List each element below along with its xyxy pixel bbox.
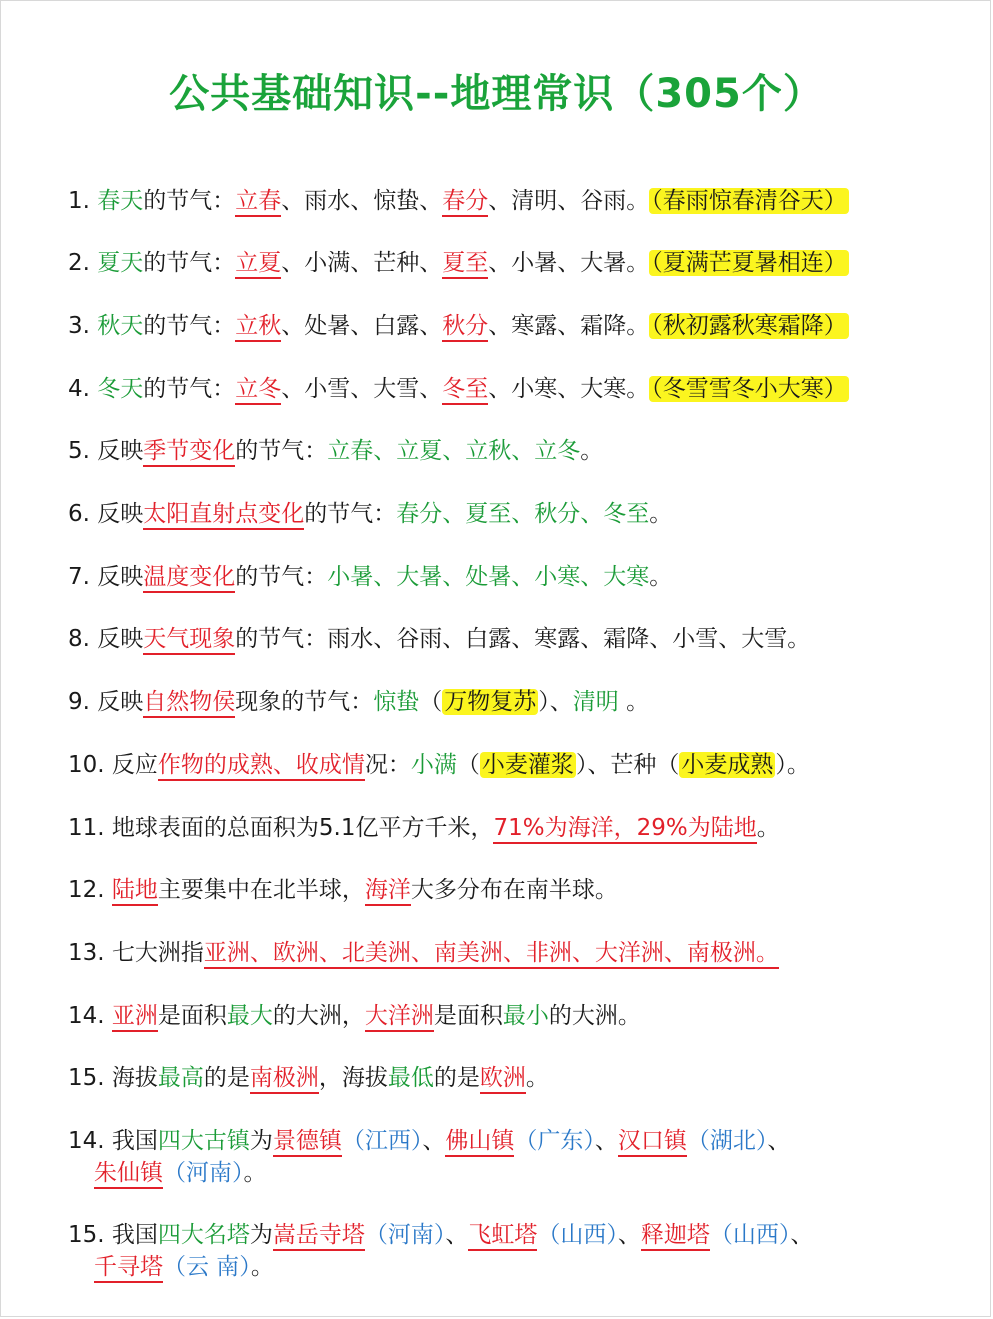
list-item: 15. 海拔最高的是南极洲，海拔最低的是欧洲。: [68, 1062, 549, 1094]
list-item-continuation: 朱仙镇（河南）。: [94, 1157, 267, 1189]
list-item: 7. 反映温度变化的节气：小暑、大暑、处暑、小寒、大寒。: [68, 561, 672, 593]
list-item: 3. 秋天的节气：立秋、处暑、白露、秋分、寒露、霜降。（秋初露秋寒霜降）: [68, 310, 849, 342]
list-item: 4. 冬天的节气：立冬、小雪、大雪、冬至、小寒、大寒。（冬雪雪冬小大寒）: [68, 373, 849, 405]
list-item: 15. 我国四大名塔为嵩岳寺塔（河南）、飞虹塔（山西）、释迦塔（山西）、: [68, 1219, 813, 1251]
list-item-continuation: 千寻塔（云 南）。: [94, 1251, 274, 1283]
list-item: 10. 反应作物的成熟、收成情况：小满（小麦灌浆）、芒种（小麦成熟）。: [68, 749, 810, 781]
list-item: 13. 七大洲指亚洲、欧洲、北美洲、南美洲、非洲、大洋洲、南极洲。: [68, 937, 779, 969]
list-item: 11. 地球表面的总面积为5.1亿平方千米，71%为海洋，29%为陆地。: [68, 812, 780, 844]
list-item: 12. 陆地主要集中在北半球，海洋大多分布在南半球。: [68, 874, 618, 906]
list-item: 1. 春天的节气：立春、雨水、惊蛰、春分、清明、谷雨。（春雨惊春清谷天）: [68, 185, 849, 217]
page-title: 公共基础知识--地理常识（305个）: [169, 71, 824, 117]
list-item: 14. 亚洲是面积最大的大洲，大洋洲是面积最小的大洲。: [68, 1000, 641, 1032]
list-item: 9. 反映自然物侯现象的节气：惊蛰（万物复苏）、清明 。: [68, 686, 649, 718]
list-item: 8. 反映天气现象的节气：雨水、谷雨、白露、寒露、霜降、小雪、大雪。: [68, 623, 810, 655]
list-item: 6. 反映太阳直射点变化的节气：春分、夏至、秋分、冬至。: [68, 498, 672, 530]
list-item: 14. 我国四大古镇为景德镇（江西）、佛山镇（广东）、汉口镇（湖北）、: [68, 1125, 790, 1157]
list-item: 5. 反映季节变化的节气：立春、立夏、立秋、立冬。: [68, 435, 603, 467]
list-item: 2. 夏天的节气：立夏、小满、芒种、夏至、小暑、大暑。（夏满芒夏暑相连）: [68, 247, 849, 279]
